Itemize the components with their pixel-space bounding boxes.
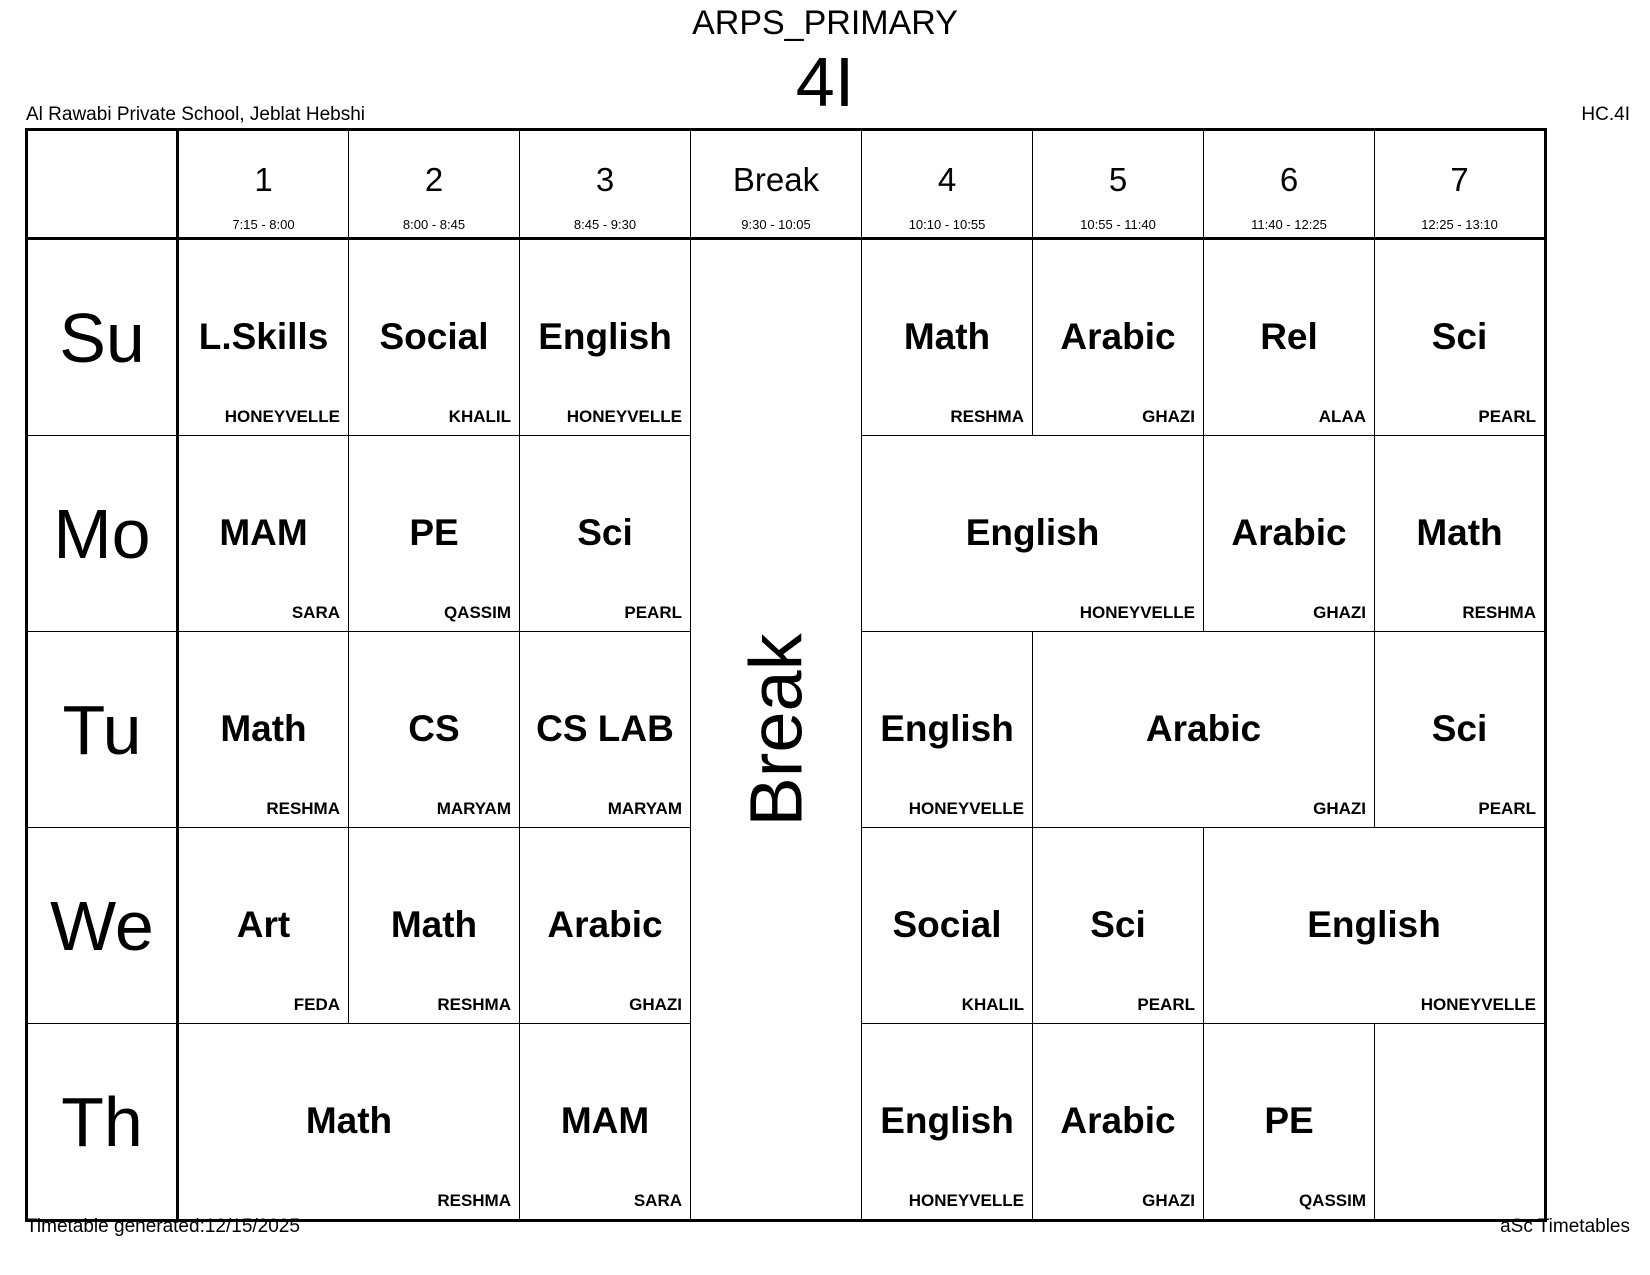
lesson-subject: Sci (1431, 708, 1488, 749)
period-label: 1 (254, 161, 273, 198)
lesson-cell (1204, 239, 1375, 436)
break-label: Break (734, 632, 818, 827)
lesson-subject: Sci (577, 512, 633, 553)
period-label: 6 (1279, 161, 1299, 198)
day-row (27, 239, 1546, 436)
period-label: Break (732, 161, 820, 198)
lesson-teacher: HONEYVELLE (908, 799, 1024, 818)
day-name: We (27, 828, 178, 1024)
lesson-subject: Social (379, 316, 489, 357)
lesson-teacher: RESHMA (437, 1191, 511, 1210)
lesson-subject: English (880, 1100, 1014, 1141)
period-header (520, 130, 691, 239)
lesson-teacher: HONEYVELLE (1079, 603, 1195, 622)
lesson-cell (1204, 436, 1375, 632)
lesson-teacher: HONEYVELLE (1420, 995, 1536, 1014)
class-name: 4I (795, 43, 855, 121)
lesson-cell (1033, 239, 1204, 436)
lesson-cell (862, 436, 1204, 632)
period-time: 11:40 - 12:25 (1251, 217, 1327, 232)
lesson-subject: MAM (560, 1100, 650, 1141)
lesson-subject: Arabic (1060, 316, 1176, 357)
lesson-cell (1375, 436, 1546, 632)
lesson-teacher: MARYAM (436, 799, 511, 818)
lesson-cell (1204, 1024, 1375, 1221)
period-header (691, 130, 862, 239)
break-column (691, 239, 862, 1221)
timetable-title: ARPS_PRIMARY (692, 4, 958, 42)
period-header (1375, 130, 1546, 239)
class-code: HC.4I (1581, 104, 1630, 125)
lesson-subject: Math (903, 316, 991, 357)
lesson-cell (862, 828, 1033, 1024)
lesson-cell (862, 239, 1033, 436)
lesson-subject: PE (409, 512, 459, 553)
lesson-teacher: MARYAM (607, 799, 682, 818)
lesson-subject: English (880, 708, 1014, 749)
lesson-subject: Arabic (547, 904, 663, 945)
lesson-cell (178, 239, 349, 436)
lesson-subject: CS (408, 708, 460, 749)
lesson-teacher: KHALIL (961, 995, 1024, 1014)
lesson-teacher: HONEYVELLE (566, 407, 682, 426)
corner-cell (27, 130, 178, 239)
lesson-teacher: RESHMA (1462, 603, 1536, 622)
lesson-subject: Arabic (1060, 1100, 1176, 1141)
timetable-grid (25, 128, 1547, 1222)
lesson-cell (1375, 1024, 1546, 1221)
period-time: 9:30 - 10:05 (741, 217, 811, 232)
lesson-cell (1033, 1024, 1204, 1221)
lesson-subject: Social (892, 904, 1002, 945)
lesson-cell (1375, 632, 1546, 828)
lesson-cell (349, 436, 520, 632)
day-name: Tu (27, 632, 178, 828)
lesson-subject: English (538, 316, 672, 357)
period-header (1204, 130, 1375, 239)
lesson-cell (520, 1024, 691, 1221)
period-label: 3 (595, 161, 615, 198)
lesson-subject: Arabic (1145, 708, 1262, 749)
period-time: 8:45 - 9:30 (573, 217, 637, 232)
lesson-subject: Rel (1260, 316, 1318, 357)
lesson-subject: L.Skills (198, 316, 329, 357)
lesson-teacher: QASSIM (443, 603, 511, 622)
day-name: Su (27, 239, 178, 436)
period-time: 10:55 - 11:40 (1080, 217, 1156, 232)
lesson-cell (520, 436, 691, 632)
period-time: 10:10 - 10:55 (908, 217, 986, 232)
lesson-cell (178, 1024, 520, 1221)
lesson-cell (520, 828, 691, 1024)
school-name: Al Rawabi Private School, Jeblat Hebshi (26, 104, 366, 125)
period-header (349, 130, 520, 239)
lesson-teacher: QASSIM (1298, 1191, 1366, 1210)
lesson-subject: Art (236, 904, 291, 945)
lesson-teacher: RESHMA (437, 995, 511, 1014)
lesson-cell (178, 828, 349, 1024)
lesson-subject: English (965, 512, 1100, 553)
lesson-subject: MAM (219, 512, 308, 553)
lesson-teacher: PEARL (1478, 799, 1536, 818)
lesson-teacher: HONEYVELLE (224, 407, 340, 426)
lesson-teacher: PEARL (1478, 407, 1536, 426)
period-header (1033, 130, 1204, 239)
software-credit: aSc Timetables (1500, 1216, 1630, 1237)
lesson-subject: PE (1264, 1100, 1314, 1141)
lesson-subject: Sci (1090, 904, 1146, 945)
lesson-subject: English (1307, 904, 1441, 945)
lesson-teacher: GHAZI (1142, 1191, 1195, 1210)
period-time: 12:25 - 13:10 (1421, 217, 1498, 232)
lesson-cell (178, 436, 349, 632)
lesson-subject: CS LAB (536, 708, 674, 749)
lesson-teacher: SARA (291, 603, 340, 622)
lesson-cell (349, 828, 520, 1024)
day-name: Mo (27, 436, 178, 632)
lesson-teacher: ALAA (1318, 407, 1366, 426)
day-name: Th (27, 1024, 178, 1221)
period-time: 7:15 - 8:00 (232, 217, 295, 232)
lesson-teacher: HONEYVELLE (908, 1191, 1024, 1210)
lesson-subject: Math (220, 708, 307, 749)
lesson-teacher: FEDA (293, 995, 340, 1014)
period-header (862, 130, 1033, 239)
lesson-teacher: KHALIL (448, 407, 511, 426)
lesson-teacher: RESHMA (266, 799, 340, 818)
lesson-teacher: GHAZI (629, 995, 682, 1014)
lesson-cell (862, 632, 1033, 828)
lesson-cell (349, 632, 520, 828)
lesson-teacher: PEARL (624, 603, 682, 622)
lesson-teacher: GHAZI (1313, 799, 1366, 818)
period-header (178, 130, 349, 239)
period-label: 7 (1450, 161, 1469, 198)
lesson-subject: Sci (1431, 316, 1488, 357)
lesson-cell (1204, 828, 1546, 1024)
period-time: 8:00 - 8:45 (402, 217, 466, 232)
period-header-row (27, 130, 1546, 239)
lesson-subject: Arabic (1231, 512, 1347, 553)
lesson-teacher: RESHMA (950, 407, 1024, 426)
generated-date: Timetable generated:12/15/2025 (26, 1216, 300, 1237)
period-label: 4 (937, 161, 957, 198)
lesson-subject: Math (1416, 512, 1503, 553)
lesson-cell (1375, 239, 1546, 436)
lesson-cell (862, 1024, 1033, 1221)
lesson-teacher: PEARL (1137, 995, 1195, 1014)
lesson-cell (520, 632, 691, 828)
period-label: 2 (424, 161, 444, 198)
lesson-subject: Math (305, 1100, 393, 1141)
lesson-cell (1033, 632, 1375, 828)
lesson-cell (520, 239, 691, 436)
lesson-teacher: GHAZI (1142, 407, 1195, 426)
lesson-cell (1033, 828, 1204, 1024)
lesson-subject: Math (390, 904, 478, 945)
period-label: 5 (1108, 161, 1128, 198)
lesson-teacher: GHAZI (1313, 603, 1366, 622)
lesson-cell (349, 239, 520, 436)
lesson-cell (178, 632, 349, 828)
lesson-teacher: SARA (633, 1191, 682, 1210)
